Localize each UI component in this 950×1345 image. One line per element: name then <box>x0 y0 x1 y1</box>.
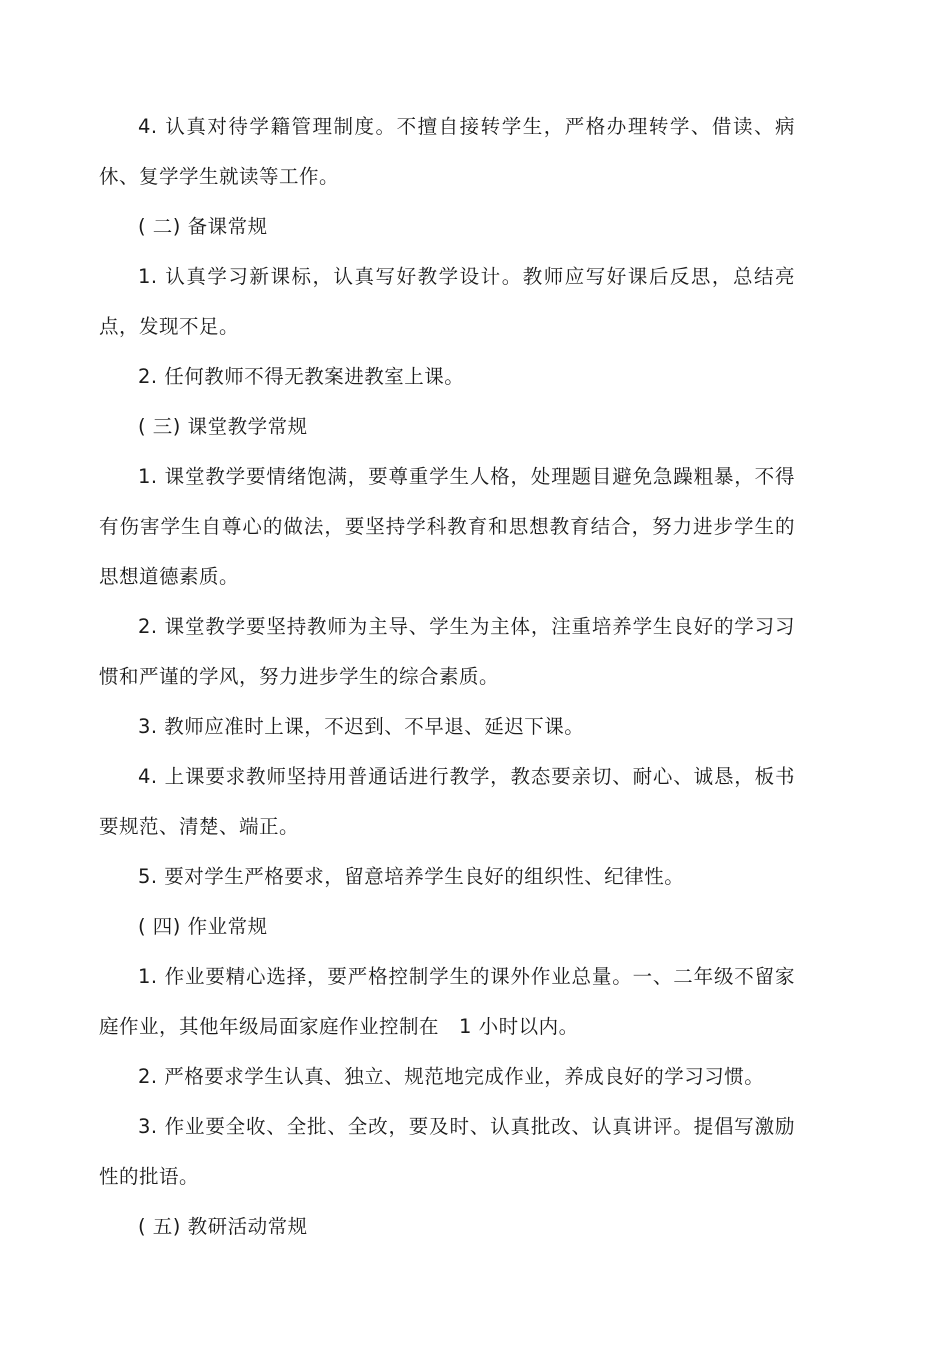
section-heading-research: ( 五) 教研活动常规 <box>138 1215 308 1238</box>
section-heading-homework: ( 四) 作业常规 <box>138 915 268 938</box>
paragraph-teacher-led: 2. 课堂教学要坚持教师为主导、学生为主体，注重培养学生良好的学习习惯和严谨的学风，努力进步学生的综合素质。 <box>99 615 795 688</box>
document-body <box>99 102 795 1252</box>
paragraph-homework-habits: 2. 严格要求学生认真、独立、规范地完成作业，养成良好的学习习惯。 <box>138 1065 765 1088</box>
paragraph-homework-amount: 1. 作业要精心选择，要严格控制学生的课外作业总量。一、二年级不留家庭作业，其他年级局面家庭作业控制在 1 小时以内。 <box>99 965 795 1038</box>
paragraph-classroom-mood: 1. 课堂教学要情绪饱满，要尊重学生人格，处理题目避免急躁粗暴，不得有伤害学生自尊心的做法，要坚持学科教育和思想教育结合，努力进步学生的思想道德素质。 <box>99 465 795 588</box>
paragraph-discipline: 5. 要对学生严格要求，留意培养学生良好的组织性、纪律性。 <box>138 865 685 888</box>
paragraph-student-records: 4. 认真对待学籍管理制度。不擅自接转学生，严格办理转学、借读、病休、复学学生就读等工作。 <box>99 115 795 188</box>
paragraph-punctuality: 3. 教师应准时上课，不迟到、不早退、延迟下课。 <box>138 715 585 738</box>
paragraph-homework-grading: 3. 作业要全收、全批、全改，要及时、认真批改、认真讲评。提倡写激励性的批语。 <box>99 1115 795 1188</box>
paragraph-mandarin: 4. 上课要求教师坚持用普通话进行教学，教态要亲切、耐心、诚恳，板书要规范、清楚、端正。 <box>99 765 795 838</box>
section-heading-classroom: ( 三) 课堂教学常规 <box>138 415 308 438</box>
section-heading-lesson-prep: ( 二) 备课常规 <box>138 215 268 238</box>
paragraph-no-lesson-plan: 2. 任何教师不得无教案进教室上课。 <box>138 365 465 388</box>
paragraph-new-curriculum: 1. 认真学习新课标，认真写好教学设计。教师应写好课后反思，总结亮点，发现不足。 <box>99 265 795 338</box>
